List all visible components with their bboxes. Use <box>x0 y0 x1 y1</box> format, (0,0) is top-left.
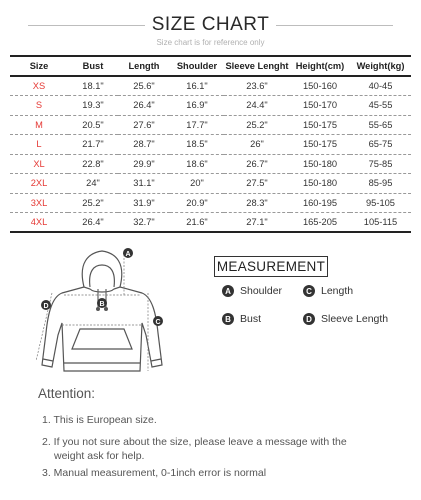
table-header-row <box>10 56 411 76</box>
table-row <box>10 115 411 135</box>
size-cell: 3XL <box>30 197 48 208</box>
note-1: 1. This is European size. <box>42 414 157 426</box>
note-3: 3. Manual measurement, 0-1inch error is normal <box>42 467 267 479</box>
table-cell: 150-170 <box>302 100 338 111</box>
title-block <box>0 14 421 36</box>
legend-label: Shoulder <box>240 285 283 297</box>
svg-text:C: C <box>155 319 161 326</box>
table-cell: 18.1" <box>82 81 104 91</box>
table-row <box>10 135 411 155</box>
table-cell: 32.7" <box>133 217 155 227</box>
table-cell: 16.1" <box>186 81 208 91</box>
table-cell: 27.1" <box>246 217 268 227</box>
table-cell: 27.5" <box>246 178 268 189</box>
table-cell: 24.4" <box>246 100 268 111</box>
table-cell: 24" <box>86 178 100 189</box>
table-cell: 21.6" <box>186 217 208 227</box>
page-subtitle: Size chart is for reference only <box>156 38 265 47</box>
marker-c <box>153 316 163 326</box>
table-cell: 75-85 <box>368 158 393 169</box>
size-cell: XL <box>33 158 45 169</box>
svg-text:B: B <box>99 301 105 308</box>
column-header: Weight(kg) <box>350 56 411 76</box>
legend-label: Length <box>321 285 354 297</box>
marker-b-icon: B <box>222 313 234 325</box>
table-cell: 40-45 <box>368 81 393 91</box>
table-cell: 150-175 <box>302 139 338 150</box>
svg-text:D: D <box>43 303 49 310</box>
table-cell: 22.8" <box>82 158 104 169</box>
table-cell: 18.6" <box>186 158 208 169</box>
table-cell: 31.1" <box>133 178 155 189</box>
table-cell: 25.6" <box>133 81 155 91</box>
table-cell: 18.5" <box>186 139 208 150</box>
table-cell: 31.9" <box>133 197 155 208</box>
table-cell: 23.6" <box>246 81 268 91</box>
table-cell: 21.7" <box>82 139 104 150</box>
table-cell: 65-75 <box>368 139 393 150</box>
table-cell: 16.9" <box>186 100 208 111</box>
table-cell: 26.4" <box>82 217 104 227</box>
size-cell: M <box>35 119 43 130</box>
table-row <box>10 174 411 194</box>
size-cell: 4XL <box>30 217 48 227</box>
attention-heading: Attention: <box>38 386 96 401</box>
size-cell: 2XL <box>30 178 48 189</box>
table-row <box>10 154 411 174</box>
column-header: Shoulder <box>170 56 224 76</box>
table-cell: 85-95 <box>368 178 393 189</box>
size-table <box>10 55 411 233</box>
cuffs <box>43 359 161 361</box>
table-cell: 20" <box>190 178 204 189</box>
pocket <box>72 329 132 349</box>
table-cell: 17.7" <box>186 119 208 130</box>
table-cell: 26" <box>250 139 264 150</box>
marker-a-icon: A <box>222 285 234 297</box>
table-cell: 29.9" <box>133 158 155 169</box>
hood-opening <box>90 265 115 287</box>
table-cell: 27.6" <box>133 119 155 130</box>
table-row <box>10 213 411 233</box>
table-cell: 19.3" <box>82 100 104 111</box>
table-cell: 150-180 <box>302 158 338 169</box>
marker-d <box>41 300 51 310</box>
table-cell: 105-115 <box>363 217 398 227</box>
page-title: SIZE CHART <box>151 14 270 35</box>
legend-label: Bust <box>240 313 262 325</box>
table-cell: 160-195 <box>302 197 338 208</box>
column-header: Length <box>118 56 170 76</box>
legend-label: Sleeve Length <box>321 313 389 325</box>
marker-b <box>97 298 107 308</box>
table-row <box>10 96 411 116</box>
table-cell: 25.2" <box>82 197 104 208</box>
size-cell: L <box>36 139 42 150</box>
column-header: Sleeve Lenght <box>224 56 290 76</box>
size-cell: S <box>35 100 43 111</box>
table-cell: 25.2" <box>246 119 268 130</box>
note-2-cont: weight ask for help. <box>54 450 145 462</box>
table-cell: 45-55 <box>368 100 393 111</box>
table-cell: 150-180 <box>302 178 338 189</box>
drawstring-end <box>104 307 108 311</box>
hoodie-diagram <box>22 243 207 383</box>
legend-bust <box>222 313 261 325</box>
table-cell: 55-65 <box>368 119 393 130</box>
table-cell: 150-175 <box>302 119 338 130</box>
table-cell: 20.9" <box>186 197 208 208</box>
legend-length <box>303 285 353 297</box>
legend-shoulder <box>222 285 282 297</box>
column-header: Size <box>10 56 68 76</box>
table-row <box>10 76 411 96</box>
table-cell: 28.7" <box>133 139 155 150</box>
table-cell: 28.3" <box>246 197 268 208</box>
table-cell: 20.5" <box>82 119 104 130</box>
hood-outline <box>82 251 122 287</box>
marker-d-icon: D <box>303 313 315 325</box>
note-2: 2. If you not sure about the size, please leave a message with the <box>42 436 347 448</box>
legend-sleeve <box>303 313 388 325</box>
table-cell: 150-160 <box>302 81 338 91</box>
measurement-title: MEASUREMENT <box>214 256 328 277</box>
size-cell: XS <box>32 81 46 91</box>
table-cell: 165-205 <box>302 217 338 227</box>
table-row <box>10 193 411 213</box>
table-cell: 95-105 <box>366 197 395 208</box>
column-header: Height(cm) <box>290 56 350 76</box>
marker-c-icon: C <box>303 285 315 297</box>
column-header: Bust <box>68 56 118 76</box>
table-cell: 26.4" <box>133 100 155 111</box>
marker-a <box>123 248 133 258</box>
table-cell: 26.7" <box>246 158 268 169</box>
svg-text:A: A <box>125 251 131 258</box>
